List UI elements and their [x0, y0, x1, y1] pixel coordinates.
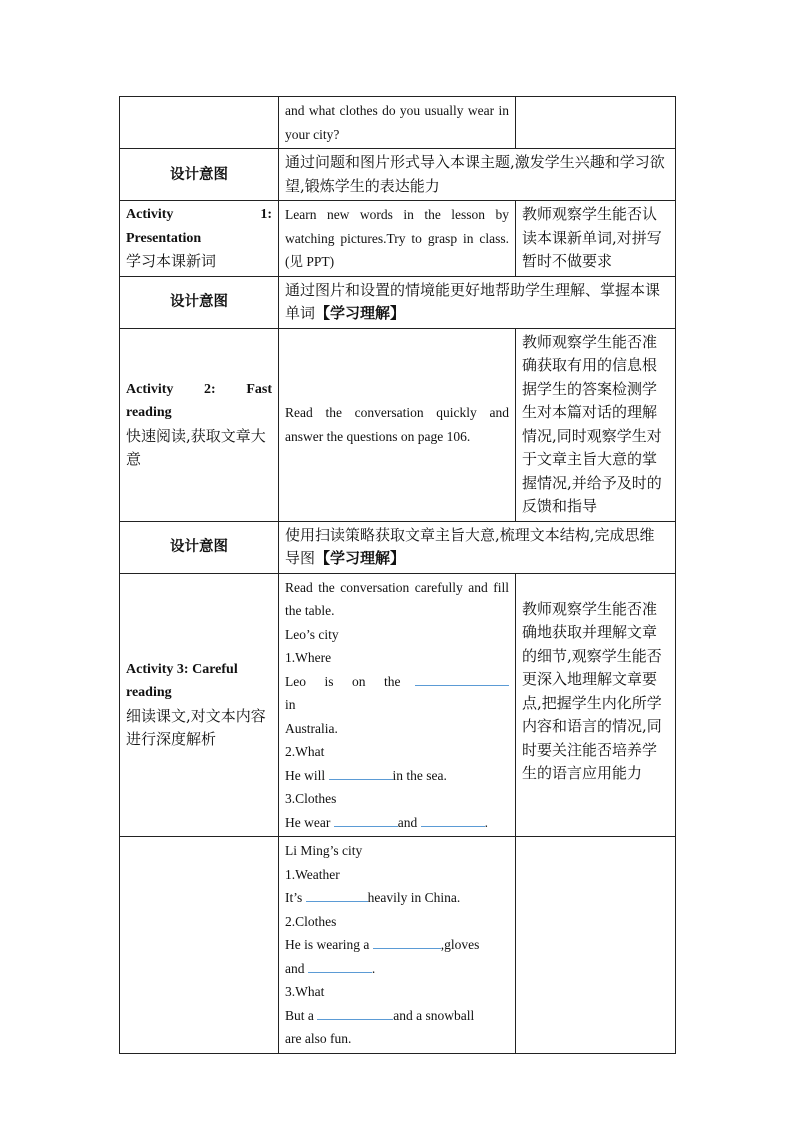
worksheet-line: 1.Where	[285, 650, 332, 665]
worksheet-cell	[279, 573, 516, 837]
activity-subtitle: 细读课文,对文本内容进行深度解析	[126, 706, 266, 749]
worksheet-line: in the sea.	[392, 767, 447, 783]
activity-subtitle: 学习本课新词	[126, 252, 217, 270]
assessment-text: 教师观察学生能否准确获取有用的信息根据学生的答案检测学生对本篇对话的理解情况,同时观察学生对于文章主旨大意的掌握情况,并给予及时的反馈和指导	[522, 332, 662, 515]
activity-content: Learn new words in the lesson by watching pictures.Try to grasp in class.(见 PPT)	[285, 207, 509, 269]
activity-title-part: Fast	[246, 381, 272, 397]
worksheet-line: and a snowball	[393, 1007, 475, 1023]
design-intent-label: 设计意图	[120, 149, 279, 201]
cell	[120, 97, 279, 149]
worksheet-line: 1.Weather	[285, 866, 340, 882]
design-intent-label: 设计意图	[120, 276, 279, 328]
worksheet-line: He will	[285, 767, 326, 783]
fill-blank[interactable]	[329, 765, 393, 780]
worksheet-line: 2.What	[285, 744, 325, 759]
assessment-text: 教师观察学生能否认读本课新单词,对拼写暂时不做要求	[522, 205, 662, 270]
fill-blank[interactable]	[306, 887, 368, 902]
worksheet-line: 3.What	[285, 984, 325, 999]
tag-label: 【学习理解】	[315, 549, 406, 567]
worksheet-line: Li Ming’s city	[285, 843, 363, 858]
design-intent-label: 设计意图	[120, 521, 279, 573]
worksheet-line: and	[285, 960, 305, 976]
activity-subtitle: 快速阅读,获取文章大意	[126, 426, 266, 468]
design-intent-text: 使用扫读策略获取文章主旨大意,梳理文本结构,完成思维导图	[285, 525, 655, 567]
worksheet-line: in	[285, 697, 296, 712]
design-intent-cell	[279, 276, 676, 328]
cell	[279, 328, 516, 521]
activity-title-part: reading	[126, 685, 172, 701]
activity-content: Read the conversation quickly and answer the questions on page 106.	[285, 405, 509, 444]
worksheet-line: .	[371, 960, 376, 976]
table-row	[120, 521, 676, 573]
cell	[279, 97, 516, 149]
assessment-text: 教师观察学生能否准确地获取并理解文章的细节,观察学生能否更深入地理解文章要点,把握学生内化所学内容和语言的情况,同时要关注能否培养学生的语言应用能力	[522, 599, 662, 782]
worksheet-line: It’s	[285, 890, 303, 905]
cell	[516, 97, 676, 149]
design-intent-cell	[279, 521, 676, 573]
worksheet-line: Leo is on the	[285, 673, 401, 689]
table-row	[120, 573, 676, 837]
activity-title-part: 1:	[260, 207, 272, 222]
worksheet-line: Read the conversation carefully and fill the table.	[285, 579, 509, 618]
fill-blank[interactable]	[317, 1005, 393, 1020]
worksheet-line: heavily in China.	[367, 890, 461, 905]
worksheet-line: He wear	[285, 814, 331, 830]
table-row	[120, 97, 676, 149]
cell	[120, 837, 279, 1054]
activity-cell	[120, 328, 279, 521]
table-row	[120, 149, 676, 201]
cell	[279, 201, 516, 277]
fill-blank[interactable]	[334, 812, 398, 827]
assessment-cell	[516, 573, 676, 837]
worksheet-line: He is wearing a	[285, 937, 370, 952]
design-intent-text: 通过图片和设置的情境能更好地帮助学生理解、掌握本课单词	[285, 280, 661, 322]
activity-title-part: 2:	[204, 381, 216, 397]
assessment-cell	[516, 328, 676, 521]
design-intent-text: 通过问题和图片形式导入本课主题,激发学生兴趣和学习欲望,锻炼学生的表达能力	[279, 149, 676, 201]
activity-cell	[120, 573, 279, 837]
tag-label: 【学习理解】	[315, 304, 406, 322]
activity-cell	[120, 201, 279, 277]
activity-title-part: Activity 3: Careful	[126, 661, 238, 677]
worksheet-line: ,gloves	[440, 937, 480, 952]
cell-text: and what clothes do you usually wear in your city?	[285, 103, 509, 142]
worksheet-line: are also fun.	[285, 1031, 352, 1046]
worksheet-line: and	[397, 814, 418, 830]
activity-title-part: Presentation	[126, 230, 202, 246]
worksheet-line: 2.Clothes	[285, 913, 337, 929]
table-row	[120, 837, 676, 1054]
lesson-plan-table	[119, 96, 676, 1054]
table-row	[120, 328, 676, 521]
activity-title-part: Activity	[126, 207, 174, 222]
worksheet-line: .	[484, 814, 488, 830]
fill-blank[interactable]	[308, 958, 372, 973]
activity-title-part: reading	[126, 405, 172, 420]
worksheet-cell	[279, 837, 516, 1054]
worksheet-line: Australia.	[285, 720, 338, 736]
assessment-cell	[516, 201, 676, 277]
table-row	[120, 276, 676, 328]
fill-blank[interactable]	[415, 671, 509, 686]
fill-blank[interactable]	[421, 812, 485, 827]
activity-title-part: Activity	[126, 381, 174, 397]
worksheet-line: 3.Clothes	[285, 791, 337, 806]
cell	[516, 837, 676, 1054]
fill-blank[interactable]	[373, 934, 441, 949]
worksheet-line: Leo’s city	[285, 626, 339, 642]
table-row	[120, 201, 676, 277]
worksheet-line: But a	[285, 1007, 314, 1023]
